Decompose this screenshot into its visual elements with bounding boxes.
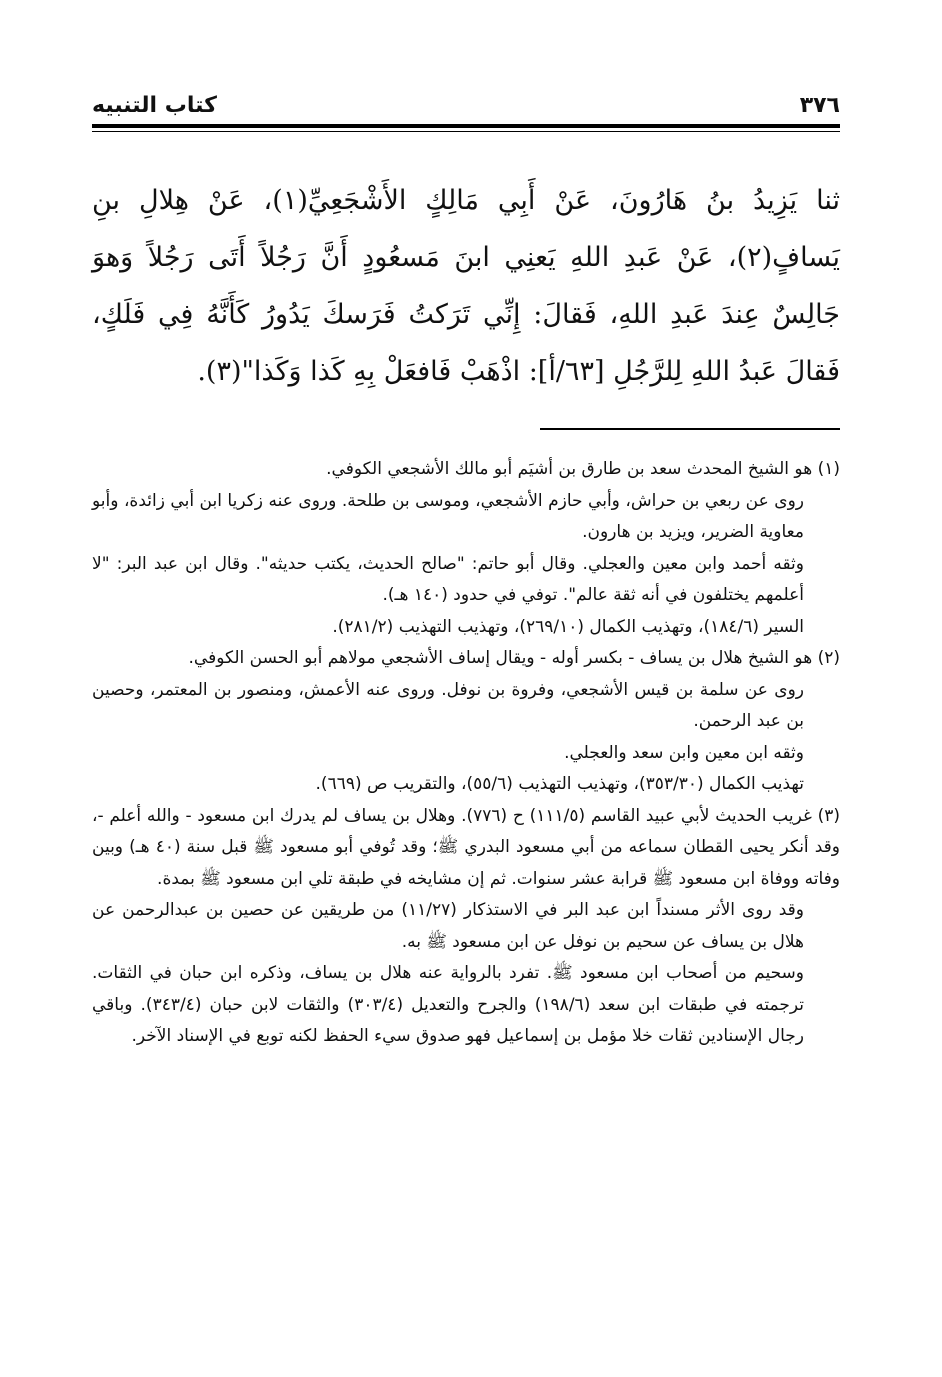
footnote-text: روى عن سلمة بن قيس الأشجعي، وفروة بن نوفل. وروى عنه الأعمش، ومنصور بن المعتمر، وحصين بن عبد الرحمن. [92, 679, 804, 731]
footnotes [92, 454, 840, 1053]
header-rule-thin [92, 131, 840, 132]
page-number: ٣٧٦ [799, 93, 840, 118]
footnote-text: روى عن ربعي بن حراش، وأبي حازم الأشجعي، وموسى بن طلحة. وروى عنه زكريا ابن أبي زائدة، وأبو معاوية الضرير، ويزيد بن هارون. [92, 490, 804, 542]
footnote-text: وثقه أحمد وابن معين والعجلي. وقال أبو حاتم: "صالح الحديث، يكتب حديثه". وقال ابن عبد البر: "لا أعلمهم يختلفون في أنه ثقة عالم". توفي في حدود (١٤٠ هـ). [92, 553, 804, 605]
footnote-2 [92, 643, 840, 801]
header-rule [92, 124, 840, 128]
running-title: كتاب التنبيه [92, 93, 217, 118]
page-header [92, 88, 840, 118]
footnote-separator [540, 428, 840, 430]
footnote-text: تهذيب الكمال (٣٥٣/٣٠)، وتهذيب التهذيب (٥٥/٦)، والتقريب ص (٦٦٩). [315, 774, 804, 794]
footnote-3 [92, 801, 840, 1053]
footnote-text: (٣) غريب الحديث لأبي عبيد القاسم (١١١/٥) ح (٧٧٦). وهلال بن يساف لم يدرك ابن مسعود - والله أعلم -، وقد أنكر يحيى القطان سماعه من أبي مسعود البدري ﷺ؛ وقد تُوفي أبو مسعود ﷺ قبل سنة (٤٠ هـ) وبين وفاته ووفاة ابن مسعود ﷺ قرابة عشر سنوات. ثم إن مشايخه في طبقة تلي ابن مسعود ﷺ بمدة. [92, 805, 841, 889]
footnote-text: وسحيم من أصحاب ابن مسعود ﷺ. تفرد بالرواية عنه هلال بن يساف، وذكره ابن حبان في الثقات. ترجمته في طبقات ابن سعد (١٩٨/٦) والجرح والتعديل (٣٠٣/٤) والثقات لابن حبان (٣٤٣/٤). وباقي رجال الإسنادين ثقات خلا مؤمل بن إسماعيل فهو صدوق سيء الحفظ لكنه توبع في الإسناد الآخر. [92, 963, 805, 1046]
footnote-text: (٢) هو الشيخ هلال بن يساف - بكسر أوله - ويقال إساف الأشجعي مولاهم أبو الحسن الكوفي. [188, 648, 840, 668]
footnote-text: وقد روى الأثر مسنداً ابن عبد البر في الاستذكار (١١/٢٧) من طريقين عن حصين بن عبدالرحمن عن هلال بن يساف عن سحيم بن نوفل عن ابن مسعود ﷺ به. [92, 900, 804, 952]
footnote-text: السير (١٨٤/٦)، وتهذيب الكمال (٢٦٩/١٠)، وتهذيب التهذيب (٢٨١/٢). [332, 616, 804, 637]
footnote-text: وثقه ابن معين وابن سعد والعجلي. [564, 742, 804, 763]
footnote-1 [92, 454, 840, 643]
main-text: ثنا يَزِيدُ بنُ هَارُونَ، عَنْ أَبِي مَالِكٍ الأَشْجَعِيِّ(١)، عَنْ هِلالِ بنِ يَسافٍ(٢)، عَنْ عَبدِ اللهِ يَعنِي ابنَ مَسعُودٍ أَنَّ رَجُلاً أَتَى رَجُلاً وَهوَ جَالِسٌ عِندَ عَبدِ اللهِ، فَقالَ: إِنِّي تَرَكتُ فَرَسكَ يَدُورُ كَأَنَّهُ فِي فَلَكٍ، فَقالَ عَبدُ اللهِ لِلرَّجُلِ [٦٣/أ]: اذْهَبْ فَافعَلْ بِهِ كَذا وَكَذا"(٣). [92, 185, 840, 387]
footnote-text: (١) هو الشيخ المحدث سعد بن طارق بن أشيَم أبو مالك الأشجعي الكوفي. [326, 459, 840, 479]
